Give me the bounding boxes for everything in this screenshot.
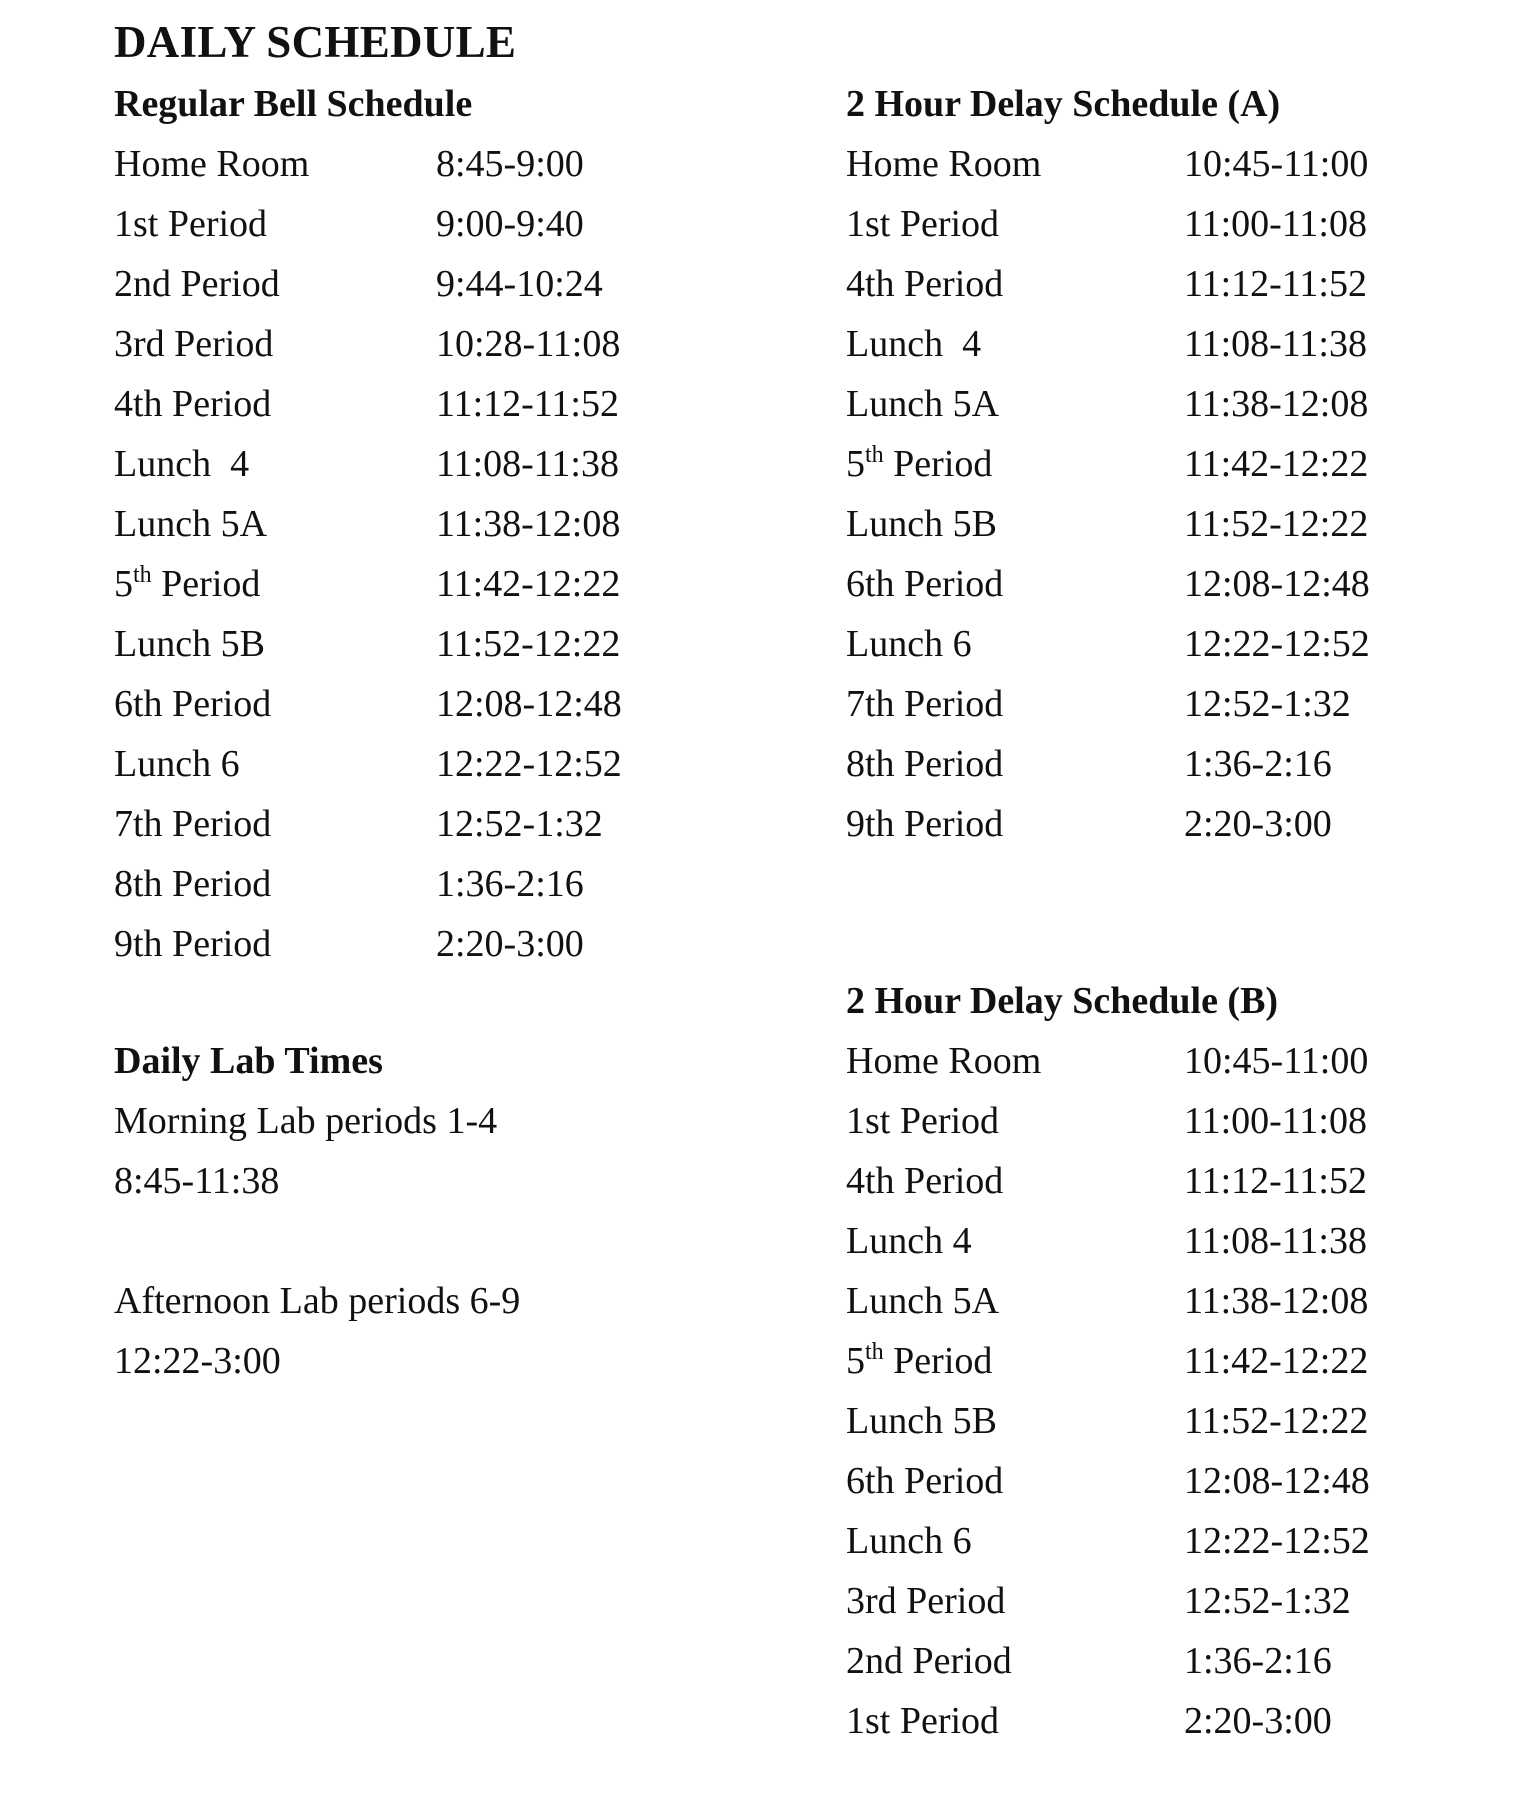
schedule-row — [114, 200, 754, 260]
schedule-row — [846, 320, 1486, 380]
schedule-row — [114, 620, 754, 680]
period-name: 7th Period — [846, 683, 1004, 725]
period-word: Period — [151, 563, 261, 605]
period-time: 11:08-11:38 — [1184, 1220, 1367, 1262]
period-name: 1st Period — [846, 1700, 1000, 1742]
schedule-row — [846, 200, 1486, 260]
schedule-row — [846, 140, 1486, 200]
schedule-row — [846, 1157, 1486, 1217]
period-name — [114, 560, 436, 620]
period-word: Period — [883, 443, 993, 485]
ordinal-suffix: th — [865, 1339, 884, 1365]
schedule-row — [846, 1697, 1486, 1757]
period-name: Lunch 6 — [114, 743, 240, 785]
period-name: Lunch 4 — [846, 1220, 972, 1262]
morning-lab-label: Morning Lab periods 1-4 — [114, 1100, 498, 1142]
period-name: Home Room — [846, 1040, 1042, 1082]
section-title-delay-b: 2 Hour Delay Schedule (B) — [846, 980, 1279, 1022]
period-time: 11:52-12:22 — [1184, 1400, 1369, 1442]
schedule-row — [114, 560, 754, 620]
regular-rows — [114, 140, 754, 980]
period-time: 12:52-1:32 — [1184, 683, 1351, 725]
schedule-row — [114, 500, 754, 560]
period-time: 11:00-11:08 — [1184, 203, 1367, 245]
period-time: 11:38-12:08 — [436, 503, 621, 545]
period-name: 7th Period — [114, 803, 272, 845]
schedule-row — [114, 740, 754, 800]
schedule-row — [846, 560, 1486, 620]
period-time: 2:20-3:00 — [1184, 1700, 1332, 1742]
schedule-row — [846, 680, 1486, 740]
schedule-row — [114, 320, 754, 380]
period-name: Home Room — [114, 143, 310, 185]
delay-schedule-a — [846, 80, 1486, 860]
period-name: 6th Period — [846, 563, 1004, 605]
period-time: 12:08-12:48 — [1184, 563, 1370, 605]
period-time: 11:38-12:08 — [1184, 1280, 1369, 1322]
schedule-row — [114, 920, 754, 980]
period-time: 1:36-2:16 — [1184, 743, 1332, 785]
period-time: 10:28-11:08 — [436, 323, 621, 365]
period-time: 10:45-11:00 — [1184, 143, 1369, 185]
schedule-row — [846, 1337, 1486, 1397]
period-time: 12:22-12:52 — [1184, 623, 1370, 665]
period-time: 12:08-12:48 — [1184, 1460, 1370, 1502]
schedule-row — [114, 800, 754, 860]
period-time: 11:12-11:52 — [1184, 263, 1367, 305]
period-name: Lunch 4 — [846, 323, 982, 365]
period-time: 2:20-3:00 — [1184, 803, 1332, 845]
period-time: 12:22-12:52 — [1184, 1520, 1370, 1562]
period-name: 1st Period — [846, 1100, 1000, 1142]
schedule-row — [846, 500, 1486, 560]
daily-lab-times — [114, 1037, 754, 1397]
afternoon-lab-label: Afternoon Lab periods 6-9 — [114, 1280, 521, 1322]
period-name: 9th Period — [114, 923, 272, 965]
period-time: 11:52-12:22 — [436, 623, 621, 665]
schedule-row — [846, 1397, 1486, 1457]
morning-lab-time: 8:45-11:38 — [114, 1160, 280, 1202]
period-number: 5 — [114, 563, 133, 605]
period-time: 8:45-9:00 — [436, 143, 584, 185]
period-name: Lunch 4 — [114, 443, 250, 485]
period-number: 5 — [846, 1340, 865, 1382]
period-time: 1:36-2:16 — [436, 863, 584, 905]
period-time: 11:38-12:08 — [1184, 383, 1369, 425]
period-time: 11:42-12:22 — [436, 563, 621, 605]
schedule-row — [846, 440, 1486, 500]
period-name: Lunch 5A — [114, 503, 268, 545]
period-time: 11:12-11:52 — [1184, 1160, 1367, 1202]
section-title-delay-a: 2 Hour Delay Schedule (A) — [846, 83, 1281, 125]
period-time: 11:00-11:08 — [1184, 1100, 1367, 1142]
ordinal-suffix: th — [133, 562, 152, 588]
schedule-row — [846, 740, 1486, 800]
schedule-row — [114, 140, 754, 200]
schedule-row — [846, 1097, 1486, 1157]
period-time: 2:20-3:00 — [436, 923, 584, 965]
period-name: 9th Period — [846, 803, 1004, 845]
period-time: 12:52-1:32 — [1184, 1580, 1351, 1622]
period-time: 9:44-10:24 — [436, 263, 603, 305]
period-name — [846, 1337, 1184, 1397]
period-word: Period — [883, 1340, 993, 1382]
schedule-row — [114, 680, 754, 740]
period-time: 9:00-9:40 — [436, 203, 584, 245]
schedule-row — [114, 380, 754, 440]
period-name: 3rd Period — [114, 323, 274, 365]
period-name — [846, 440, 1184, 500]
period-name: 8th Period — [114, 863, 272, 905]
period-name: Lunch 5B — [114, 623, 265, 665]
schedule-row — [846, 1637, 1486, 1697]
period-time: 12:22-12:52 — [436, 743, 622, 785]
period-name: 6th Period — [114, 683, 272, 725]
period-time: 11:42-12:22 — [1184, 443, 1369, 485]
schedule-row — [846, 1277, 1486, 1337]
schedule-row — [846, 1037, 1486, 1097]
period-name: 1st Period — [114, 203, 268, 245]
period-time: 11:08-11:38 — [1184, 323, 1367, 365]
section-title-regular: Regular Bell Schedule — [114, 83, 473, 125]
period-name: 2nd Period — [846, 1640, 1012, 1682]
period-name: 4th Period — [846, 1160, 1004, 1202]
page-title: DAILY SCHEDULE — [114, 17, 517, 67]
schedule-row — [114, 860, 754, 920]
delay-schedule-b — [846, 977, 1486, 1757]
period-time: 1:36-2:16 — [1184, 1640, 1332, 1682]
period-name: Lunch 5B — [846, 503, 997, 545]
period-time: 12:08-12:48 — [436, 683, 622, 725]
schedule-row — [846, 800, 1486, 860]
schedule-row — [846, 260, 1486, 320]
schedule-row — [846, 1577, 1486, 1637]
period-time: 12:52-1:32 — [436, 803, 603, 845]
period-time: 11:42-12:22 — [1184, 1340, 1369, 1382]
afternoon-lab-time: 12:22-3:00 — [114, 1340, 281, 1382]
period-name: Lunch 6 — [846, 623, 972, 665]
schedule-row — [846, 1217, 1486, 1277]
delay-b-rows — [846, 1037, 1486, 1757]
period-time: 11:52-12:22 — [1184, 503, 1369, 545]
schedule-row — [114, 440, 754, 500]
period-name: 3rd Period — [846, 1580, 1006, 1622]
period-time: 11:12-11:52 — [436, 383, 619, 425]
schedule-row — [846, 1457, 1486, 1517]
period-number: 5 — [846, 443, 865, 485]
period-name: 6th Period — [846, 1460, 1004, 1502]
section-title-lab: Daily Lab Times — [114, 1040, 383, 1082]
period-name: Lunch 5A — [846, 1280, 1000, 1322]
schedule-row — [846, 620, 1486, 680]
schedule-row — [846, 1517, 1486, 1577]
period-time: 10:45-11:00 — [1184, 1040, 1369, 1082]
ordinal-suffix: th — [865, 442, 884, 468]
period-name: Lunch 5B — [846, 1400, 997, 1442]
period-name: 4th Period — [846, 263, 1004, 305]
period-name: Lunch 5A — [846, 383, 1000, 425]
period-name: Home Room — [846, 143, 1042, 185]
schedule-row — [114, 260, 754, 320]
period-time: 11:08-11:38 — [436, 443, 619, 485]
period-name: Lunch 6 — [846, 1520, 972, 1562]
period-name: 8th Period — [846, 743, 1004, 785]
regular-bell-schedule — [114, 80, 754, 980]
period-name: 1st Period — [846, 203, 1000, 245]
schedule-row — [846, 380, 1486, 440]
delay-a-rows — [846, 140, 1486, 860]
lab-spacer — [114, 1217, 754, 1277]
period-name: 2nd Period — [114, 263, 280, 305]
period-name: 4th Period — [114, 383, 272, 425]
